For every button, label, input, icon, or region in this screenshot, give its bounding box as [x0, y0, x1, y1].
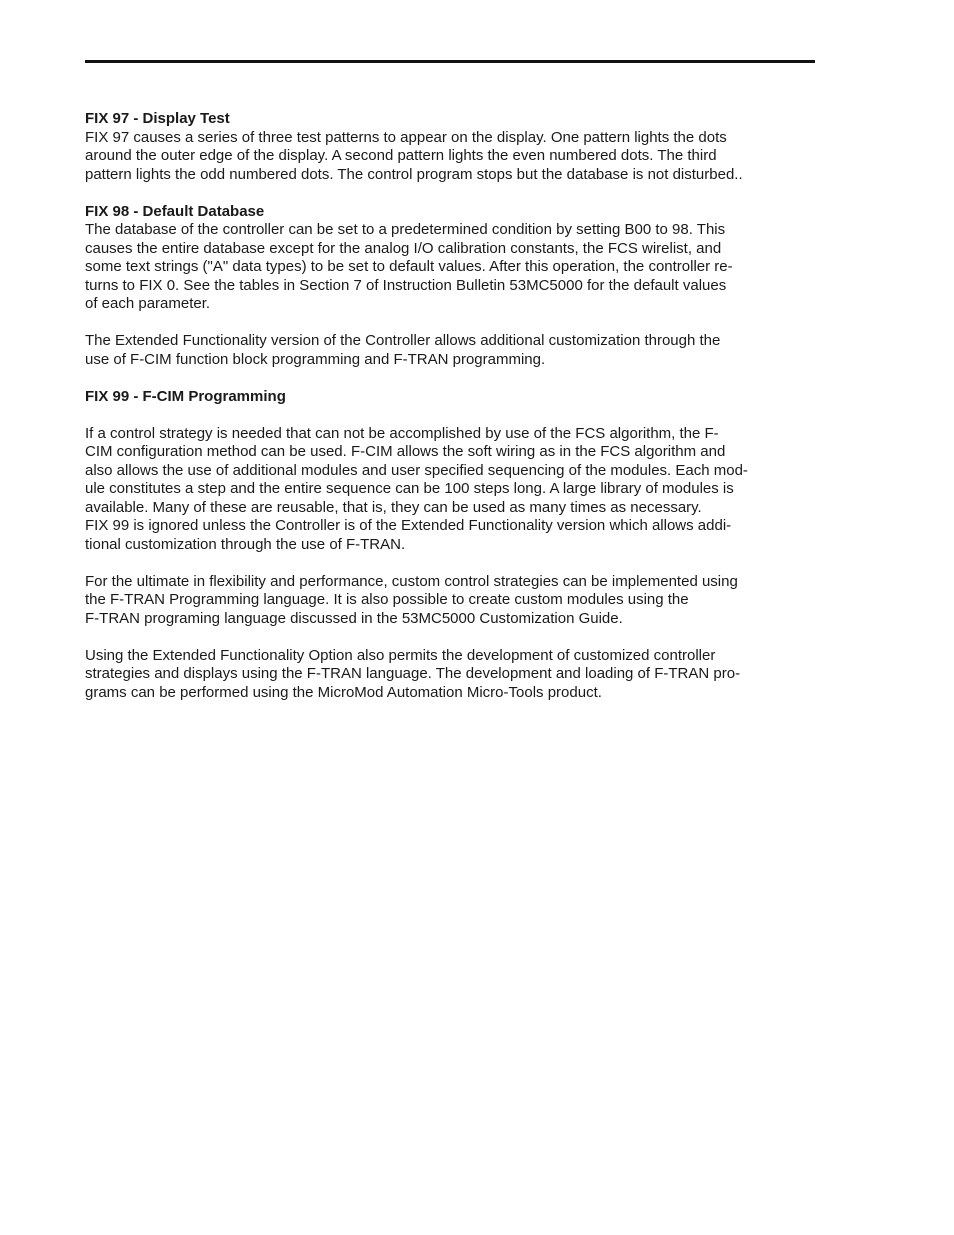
- paragraph-gap: [85, 406, 825, 425]
- paragraph-line: grams can be performed using the MicroMod Automation Micro-Tools product.: [85, 683, 602, 701]
- paragraph-line: The Extended Functionality version of the Controller allows additional customization through the: [85, 332, 721, 349]
- paragraph-line: CIM configuration method can be used. F-CIM allows the soft wiring as in the FCS algorithm and: [85, 443, 726, 460]
- fix97-paragraph: [85, 129, 825, 185]
- ftran-paragraph: [85, 573, 825, 629]
- extended-functionality-paragraph: [85, 332, 825, 369]
- fix98-paragraph: [85, 221, 825, 314]
- paragraph-line: F-TRAN programing language discussed in the 53MC5000 Customization Guide.: [85, 609, 623, 627]
- paragraph-line: strategies and displays using the F-TRAN language. The development and loading of F-TRAN pro-: [85, 665, 741, 682]
- paragraph-line: available. Many of these are reusable, that is, they can be used as many times as necessary.: [85, 498, 702, 516]
- paragraph-line: For the ultimate in flexibility and performance, custom control strategies can be implemented using: [85, 572, 738, 590]
- paragraph-gap: [85, 369, 825, 388]
- paragraph-line: FIX 99 is ignored unless the Controller is of the Extended Functionality version which allows addi-: [85, 517, 732, 534]
- extended-option-paragraph: [85, 647, 825, 703]
- paragraph-line: If a control strategy is needed that can not be accomplished by use of the FCS algorithm, the F-: [85, 424, 719, 442]
- header-rule: [85, 60, 815, 63]
- paragraph-gap: [85, 628, 825, 647]
- paragraph-line: pattern lights the odd numbered dots. The control program stops but the database is not disturbed..: [85, 165, 743, 183]
- page-body: [85, 110, 825, 702]
- paragraph-gap: [85, 314, 825, 333]
- paragraph-line: Using the Extended Functionality Option also permits the development of customized controller: [85, 646, 716, 664]
- paragraph-line: of each parameter.: [85, 295, 211, 312]
- fix98-heading: FIX 98 - Default Database: [85, 202, 265, 220]
- paragraph-line: ule constitutes a step and the entire sequence can be 100 steps long. A large library of modules is: [85, 480, 734, 497]
- paragraph-line: some text strings ("A" data types) to be set to default values. After this operation, the controller re-: [85, 258, 733, 275]
- fix99-heading: FIX 99 - F-CIM Programming: [85, 387, 286, 405]
- paragraph-line: tional customization through the use of F-TRAN.: [85, 535, 406, 553]
- paragraph-line: use of F-CIM function block programming and F-TRAN programming.: [85, 350, 546, 368]
- paragraph-line: causes the entire database except for the analog I/O calibration constants, the FCS wirelist, and: [85, 239, 722, 257]
- paragraph-line: The database of the controller can be set to a predetermined condition by setting B00 to 98. This: [85, 221, 726, 238]
- fix99-paragraph: [85, 425, 825, 555]
- paragraph-line: also allows the use of additional modules and user specified sequencing of the modules. Each mod-: [85, 461, 748, 479]
- paragraph-line: FIX 97 causes a series of three test patterns to appear on the display. One pattern lights the dots: [85, 128, 727, 146]
- fix97-heading: FIX 97 - Display Test: [85, 110, 230, 127]
- paragraph-gap: [85, 184, 825, 203]
- paragraph-line: turns to FIX 0. See the tables in Section 7 of Instruction Bulletin 53MC5000 for the default values: [85, 276, 727, 294]
- paragraph-line: the F-TRAN Programming language. It is also possible to create custom modules using the: [85, 591, 689, 608]
- paragraph-gap: [85, 554, 825, 573]
- paragraph-line: around the outer edge of the display. A second pattern lights the even numbered dots. The third: [85, 147, 717, 164]
